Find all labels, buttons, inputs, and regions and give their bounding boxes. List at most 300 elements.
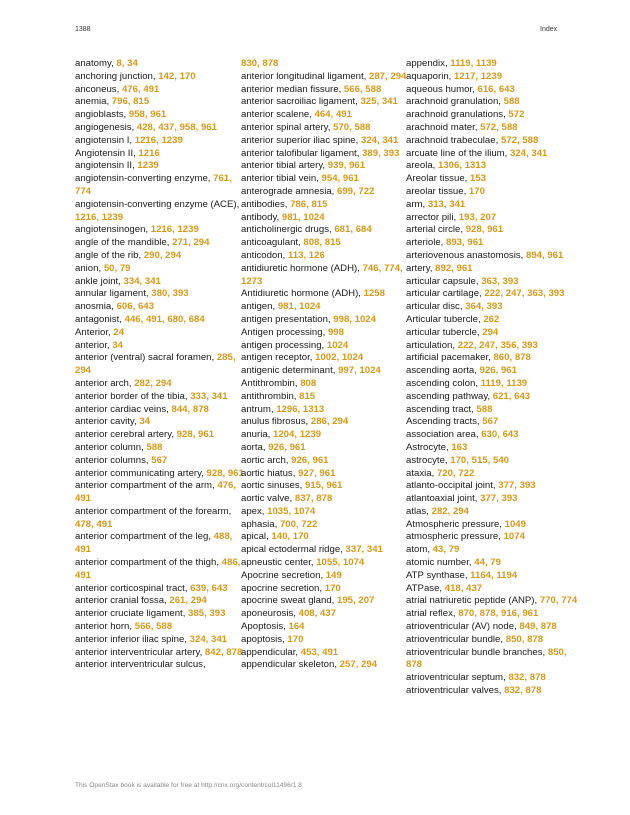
page-link[interactable]: 915 — [305, 480, 322, 492]
index-entry — [241, 557, 413, 570]
page-separator: , — [321, 480, 327, 492]
page-link[interactable]: 878 — [406, 659, 423, 671]
index-entry — [406, 237, 578, 250]
page-link[interactable]: 998 — [327, 326, 344, 338]
page-link[interactable]: 294 — [452, 505, 469, 517]
page-link[interactable]: 170 — [468, 185, 485, 197]
page-link[interactable]: 878 — [192, 403, 209, 415]
index-entry — [75, 416, 247, 429]
page-link[interactable]: 786 — [290, 198, 307, 210]
page-link[interactable]: 1258 — [363, 288, 385, 300]
page-link[interactable]: 385 — [188, 608, 205, 620]
page-link[interactable]: 380 — [151, 288, 168, 300]
page-link[interactable]: 926 — [291, 454, 308, 466]
page-link[interactable]: 616 — [477, 83, 494, 95]
index-term: appendicular, — [241, 646, 301, 658]
page-link[interactable]: 294 — [361, 659, 378, 671]
index-term: Areolar tissue, — [406, 173, 470, 185]
page-link[interactable]: 195 — [337, 595, 354, 607]
page-link[interactable]: 34 — [112, 339, 124, 351]
page-separator: , — [516, 134, 523, 146]
page-link[interactable]: 961 — [487, 224, 504, 236]
page-link[interactable]: 393 — [383, 147, 400, 159]
page-link[interactable]: 377 — [480, 493, 497, 505]
page-link[interactable]: 294 — [390, 70, 407, 82]
page-link[interactable]: 356 — [500, 339, 517, 351]
page-link[interactable]: 294 — [193, 237, 210, 249]
page-link[interactable]: 153 — [470, 173, 487, 185]
page-link[interactable]: 286 — [310, 416, 327, 428]
page-link[interactable]: 261 — [169, 595, 186, 607]
index-term: anatomy, — [75, 58, 117, 69]
page-link[interactable]: 170 — [292, 531, 309, 543]
page-link[interactable]: 341 — [449, 198, 466, 210]
page-link[interactable]: 961 — [227, 467, 244, 479]
page-link[interactable]: 476 — [121, 83, 138, 95]
page-link[interactable]: 722 — [301, 518, 318, 530]
page-separator: , — [353, 185, 359, 197]
page-link[interactable]: 939 — [327, 160, 344, 172]
page-link[interactable]: 1074 — [342, 557, 365, 569]
index-term: anemia, — [75, 96, 112, 108]
page-link[interactable]: 324 — [510, 147, 527, 159]
page-link[interactable]: 285 — [216, 352, 233, 364]
page-link[interactable]: 588 — [522, 134, 539, 146]
page-link[interactable]: 572 — [508, 109, 525, 121]
page-link[interactable]: 393 — [501, 493, 518, 505]
page-link[interactable]: 961 — [500, 365, 517, 377]
page-link[interactable]: 643 — [502, 429, 519, 441]
page-link[interactable]: 164 — [288, 621, 305, 633]
page-link[interactable]: 1273 — [241, 275, 263, 287]
page-link[interactable]: 1313 — [464, 160, 487, 172]
page-link[interactable]: 961 — [312, 454, 329, 466]
page-link[interactable]: 377 — [498, 480, 515, 492]
page-separator: , — [127, 96, 134, 108]
page-link[interactable]: 928 — [176, 429, 193, 441]
page-link[interactable]: 774 — [561, 595, 578, 607]
page-link[interactable]: 43 — [432, 544, 444, 556]
page-link[interactable]: 149 — [325, 569, 342, 581]
page-link[interactable]: 341 — [211, 633, 228, 645]
page-link[interactable]: 722 — [358, 185, 375, 197]
page-separator: , — [144, 109, 151, 121]
page-link[interactable]: 341 — [531, 147, 548, 159]
page-link[interactable]: 325 — [360, 96, 377, 108]
index-term: antigen, — [241, 301, 278, 313]
page-link[interactable]: 464 — [314, 109, 331, 121]
page-link[interactable]: 294 — [190, 595, 207, 607]
page-link[interactable]: 170 — [324, 582, 341, 594]
page-link[interactable]: 572 — [480, 121, 497, 133]
page-link[interactable]: 588 — [501, 121, 518, 133]
page-link[interactable]: 928 — [206, 467, 223, 479]
page-link[interactable]: 643 — [211, 582, 228, 594]
page-link[interactable]: 1216 — [134, 134, 157, 146]
page-link[interactable]: 850 — [547, 646, 564, 658]
page-separator: , — [114, 262, 120, 274]
page-link[interactable]: 476 — [217, 480, 234, 492]
page-link[interactable]: 126 — [308, 249, 325, 261]
page-link[interactable]: 588 — [503, 96, 520, 108]
index-column-3 — [406, 58, 578, 698]
page-link[interactable]: 1024 — [354, 313, 376, 325]
page-link[interactable]: 142 — [158, 70, 175, 82]
index-entry — [406, 160, 578, 173]
page-link[interactable]: 926 — [479, 365, 496, 377]
page-link[interactable]: 815 — [324, 237, 341, 249]
page-link[interactable]: 408 — [298, 608, 315, 620]
page-link[interactable]: 1024 — [341, 352, 364, 364]
page-link[interactable]: 1239 — [299, 429, 322, 441]
index-entry — [241, 199, 413, 212]
page-separator: , — [205, 633, 212, 645]
page-link[interactable]: 287 — [369, 70, 386, 82]
page-link[interactable]: 437 — [319, 608, 336, 620]
page-link[interactable]: 491 — [335, 109, 352, 121]
index-term: anterior median fissure, — [241, 83, 344, 95]
page-link[interactable]: 684 — [188, 313, 205, 325]
page-link[interactable]: 1217 — [454, 70, 476, 82]
page-link[interactable]: 878 — [479, 608, 496, 620]
page-link[interactable]: 878 — [525, 685, 542, 697]
page-link[interactable]: 961 — [547, 249, 564, 261]
page-link[interactable]: 722 — [458, 467, 475, 479]
page-link[interactable]: 643 — [498, 83, 515, 95]
page-link[interactable]: 572 — [500, 134, 517, 146]
index-term: anterior border of the tibia, — [75, 390, 191, 402]
page-link[interactable]: 878 — [226, 646, 243, 658]
page-link[interactable]: 916 — [500, 608, 517, 620]
page-link[interactable]: 491 — [75, 493, 92, 505]
page-link[interactable]: 849 — [519, 621, 536, 633]
page-link[interactable]: 294 — [155, 377, 172, 389]
page-link[interactable]: 363 — [481, 275, 498, 287]
page-link[interactable]: 1239 — [480, 70, 503, 82]
page-separator: , — [287, 531, 293, 543]
page-link[interactable]: 113 — [287, 249, 304, 261]
page-link[interactable]: 262 — [483, 313, 500, 325]
page-link[interactable]: 567 — [151, 454, 168, 466]
page-link[interactable]: 341 — [381, 96, 398, 108]
page-link[interactable]: 341 — [144, 275, 161, 287]
page-link[interactable]: 207 — [358, 595, 375, 607]
page-link[interactable]: 140 — [271, 531, 288, 543]
page-link[interactable]: 981 — [281, 211, 298, 223]
page-link[interactable]: 961 — [522, 608, 539, 620]
page-link[interactable]: 418 — [444, 582, 461, 594]
page-link[interactable]: 837 — [294, 493, 311, 505]
page-link[interactable]: 1074 — [293, 505, 316, 517]
page-link[interactable]: 393 — [519, 480, 536, 492]
page-link[interactable]: 393 — [172, 288, 189, 300]
page-link[interactable]: 282 — [134, 377, 151, 389]
page-link[interactable]: 282 — [431, 505, 448, 517]
page-link[interactable]: 998 — [333, 313, 350, 325]
page-link[interactable]: 1024 — [303, 211, 325, 223]
page-link[interactable]: 774 — [383, 262, 400, 274]
page-link[interactable]: 333 — [190, 390, 207, 402]
page-link[interactable]: 334 — [123, 275, 140, 287]
page-link[interactable]: 247 — [479, 339, 496, 351]
page-link[interactable]: 815 — [311, 198, 328, 210]
page-link[interactable]: 746 — [362, 262, 379, 274]
page-link[interactable]: 1049 — [504, 518, 526, 530]
page-link[interactable]: 540 — [492, 454, 509, 466]
page-link[interactable]: 163 — [451, 441, 468, 453]
page-link[interactable]: 878 — [316, 493, 333, 505]
index-term: articulation, — [406, 339, 458, 351]
page-link[interactable]: 1239 — [177, 224, 199, 236]
page-link[interactable]: 570 — [333, 121, 350, 133]
page-link[interactable]: 491 — [75, 569, 92, 581]
page-link[interactable]: 774 — [75, 185, 92, 197]
page-link[interactable]: 1074 — [503, 531, 525, 543]
page-link[interactable]: 79 — [119, 262, 131, 274]
page-link[interactable]: 958 — [179, 121, 196, 133]
page-link[interactable]: 294 — [75, 365, 92, 377]
page-link[interactable]: 961 — [200, 121, 217, 133]
index-entry — [241, 263, 413, 289]
page-link[interactable]: 44 — [474, 557, 485, 569]
page-link[interactable]: 567 — [482, 416, 499, 428]
index-term: articular tubercle, — [406, 326, 483, 338]
page-link[interactable]: 588 — [354, 121, 371, 133]
page-link[interactable]: 389 — [362, 147, 379, 159]
page-link[interactable]: 961 — [342, 173, 359, 185]
page-link[interactable]: 700 — [279, 518, 296, 530]
page-link[interactable]: 961 — [198, 429, 215, 441]
page-link[interactable]: 630 — [481, 429, 498, 441]
page-link[interactable]: 486 — [221, 557, 238, 569]
index-term: atrioventricular (AV) node, — [406, 621, 520, 633]
page-link[interactable]: 1313 — [302, 403, 325, 415]
page-link[interactable]: 341 — [382, 134, 399, 146]
page-link[interactable]: 491 — [145, 313, 162, 325]
page-link[interactable]: 1216 — [138, 147, 160, 159]
page-link[interactable]: 850 — [505, 633, 522, 645]
page-link[interactable]: 926 — [268, 441, 285, 453]
page-link[interactable]: 927 — [298, 467, 315, 479]
page-link[interactable]: 1035 — [267, 505, 289, 517]
page-link[interactable]: 294 — [165, 249, 182, 261]
page-link[interactable]: 680 — [167, 313, 184, 325]
page-link[interactable]: 170 — [179, 70, 196, 82]
page-link[interactable]: 271 — [172, 237, 189, 249]
page-link[interactable]: 1306 — [438, 160, 460, 172]
page-link[interactable]: 491 — [75, 544, 92, 556]
page-link[interactable]: 437 — [158, 121, 175, 133]
page-link[interactable]: 954 — [321, 173, 338, 185]
page-link[interactable]: 639 — [190, 582, 207, 594]
page-link[interactable]: 8 — [116, 58, 122, 69]
page-link[interactable]: 324 — [189, 633, 206, 645]
page-link[interactable]: 699 — [337, 185, 354, 197]
page-link[interactable]: 478 — [75, 518, 92, 530]
page-link[interactable]: 928 — [465, 224, 482, 236]
page-link[interactable]: 1139 — [506, 377, 528, 389]
page-link[interactable]: 247 — [505, 288, 522, 300]
page-link[interactable]: 79 — [448, 544, 460, 556]
page-link[interactable]: 1024 — [326, 339, 349, 351]
page-link[interactable]: 257 — [339, 659, 356, 671]
page-link[interactable]: 1024 — [299, 301, 321, 313]
page-link[interactable]: 1204 — [273, 429, 295, 441]
page-link[interactable]: 50 — [103, 262, 115, 274]
index-entry — [241, 148, 413, 161]
page-link[interactable]: 860 — [493, 352, 510, 364]
page-link[interactable]: 997 — [338, 365, 355, 377]
index-entry — [75, 340, 247, 353]
index-entry — [75, 314, 247, 327]
index-term: arm, — [406, 198, 428, 210]
page-link[interactable]: 207 — [480, 211, 497, 223]
page-link[interactable]: 341 — [366, 544, 383, 556]
page-link[interactable]: 393 — [521, 339, 538, 351]
page-link[interactable]: 981 — [277, 301, 294, 313]
page-link[interactable]: 606 — [116, 301, 133, 313]
page-link[interactable]: 566 — [134, 621, 151, 633]
page-link[interactable]: 961 — [150, 109, 167, 121]
page-link[interactable]: 193 — [458, 211, 475, 223]
page-link[interactable]: 446 — [124, 313, 141, 325]
page-link[interactable]: 393 — [548, 288, 565, 300]
page-link[interactable]: 720 — [436, 467, 453, 479]
page-link[interactable]: 364 — [465, 301, 482, 313]
page-separator: , — [460, 582, 467, 594]
page-link[interactable]: 808 — [300, 377, 317, 389]
page-separator: , — [288, 505, 294, 517]
index-entry — [406, 58, 578, 71]
page-link[interactable]: 878 — [514, 352, 531, 364]
page-link[interactable]: 588 — [146, 441, 163, 453]
page-link[interactable]: 961 — [349, 160, 366, 172]
page-link[interactable]: 324 — [360, 134, 377, 146]
page-link[interactable]: 681 — [334, 224, 351, 236]
page-link[interactable]: 643 — [514, 390, 531, 402]
page-link[interactable]: 961 — [289, 441, 306, 453]
page-link[interactable]: 815 — [299, 390, 316, 402]
page-link[interactable]: 294 — [332, 416, 349, 428]
page-link[interactable]: 830 — [241, 58, 258, 69]
page-link[interactable]: 961 — [467, 237, 484, 249]
page-link[interactable]: 894 — [525, 249, 542, 261]
page-link[interactable]: 770 — [539, 595, 556, 607]
page-link[interactable]: 1239 — [101, 211, 124, 223]
page-link[interactable]: 313 — [427, 198, 444, 210]
page-link[interactable]: 222 — [484, 288, 501, 300]
index-term: atmospheric pressure, — [406, 531, 504, 543]
page-link[interactable]: 844 — [171, 403, 188, 415]
index-term: ataxia, — [406, 467, 437, 479]
page-link[interactable]: 453 — [300, 646, 317, 658]
page-link[interactable]: 870 — [458, 608, 475, 620]
page-link[interactable]: 1194 — [496, 569, 518, 581]
page-link[interactable]: 684 — [355, 224, 372, 236]
page-link[interactable]: 337 — [345, 544, 362, 556]
page-link[interactable]: 393 — [209, 608, 226, 620]
page-link[interactable]: 393 — [486, 301, 503, 313]
page-link[interactable]: 621 — [492, 390, 509, 402]
page-link[interactable]: 808 — [303, 237, 320, 249]
page-separator: , — [284, 441, 290, 453]
page-link[interactable]: 878 — [262, 58, 279, 69]
page-separator: , — [447, 505, 453, 517]
page-link[interactable]: 796 — [111, 96, 128, 108]
page-link[interactable]: 958 — [128, 109, 145, 121]
page-link[interactable]: 1239 — [161, 134, 183, 146]
page-link[interactable]: 961 — [326, 480, 343, 492]
page-link[interactable]: 34 — [139, 416, 151, 428]
page-link[interactable]: 294 — [482, 326, 499, 338]
page-link[interactable]: 961 — [456, 262, 473, 274]
page-link[interactable]: 34 — [127, 58, 138, 69]
page-link[interactable]: 588 — [365, 83, 382, 95]
page-link[interactable]: 491 — [322, 646, 339, 658]
page-link[interactable]: 815 — [133, 96, 150, 108]
page-link[interactable]: 1216 — [150, 224, 173, 236]
page-link[interactable]: 832 — [504, 685, 521, 697]
page-link[interactable]: 761 — [213, 173, 230, 185]
page-separator: , — [237, 557, 241, 569]
page-link[interactable]: 892 — [435, 262, 452, 274]
page-link[interactable]: 491 — [143, 83, 160, 95]
index-term: apex, — [241, 505, 268, 517]
page-link[interactable]: 1164 — [470, 569, 491, 581]
page-link[interactable]: 643 — [137, 301, 154, 313]
page-link[interactable]: 170 — [287, 633, 304, 645]
page-link[interactable]: 878 — [540, 621, 557, 633]
page-link[interactable]: 1216 — [75, 211, 97, 223]
page-link[interactable]: 393 — [502, 275, 519, 287]
page-link[interactable]: 588 — [476, 403, 493, 415]
page-link[interactable]: 222 — [457, 339, 474, 351]
page-link[interactable]: 515 — [471, 454, 488, 466]
page-link[interactable]: 437 — [466, 582, 483, 594]
page-link[interactable]: 363 — [527, 288, 544, 300]
page-link[interactable]: 1002 — [315, 352, 337, 364]
index-entry — [406, 224, 578, 237]
page-link[interactable]: 1139 — [475, 58, 497, 69]
page-link[interactable]: 341 — [211, 390, 228, 402]
page-link[interactable]: 488 — [213, 531, 230, 543]
index-entry — [406, 263, 578, 276]
page-link[interactable]: 588 — [156, 621, 173, 633]
page-link[interactable]: 878 — [527, 633, 544, 645]
page-link[interactable]: 878 — [529, 672, 546, 684]
page-link[interactable]: 170 — [450, 454, 467, 466]
page-link[interactable]: 566 — [343, 83, 360, 95]
page-link[interactable]: 1024 — [359, 365, 381, 377]
page-link[interactable]: 1296 — [276, 403, 298, 415]
page-link[interactable]: 290 — [143, 249, 160, 261]
page-link[interactable]: 24 — [113, 326, 125, 338]
page-link[interactable]: 893 — [446, 237, 463, 249]
page-link[interactable]: 961 — [319, 467, 336, 479]
page-link[interactable]: 428 — [136, 121, 153, 133]
page-link[interactable]: 842 — [204, 646, 221, 658]
page-link[interactable]: 832 — [508, 672, 525, 684]
page-link[interactable]: 79 — [490, 557, 501, 569]
page-link[interactable]: 1055 — [316, 557, 338, 569]
page-link[interactable]: 1239 — [137, 160, 159, 172]
index-term: ascending tract, — [406, 403, 477, 415]
page-link[interactable]: 1119 — [480, 377, 501, 389]
index-term: Antigen processing, — [241, 326, 328, 338]
page-link[interactable]: 1119 — [450, 58, 471, 69]
page-link[interactable]: 491 — [96, 518, 113, 530]
index-entry — [241, 365, 413, 378]
